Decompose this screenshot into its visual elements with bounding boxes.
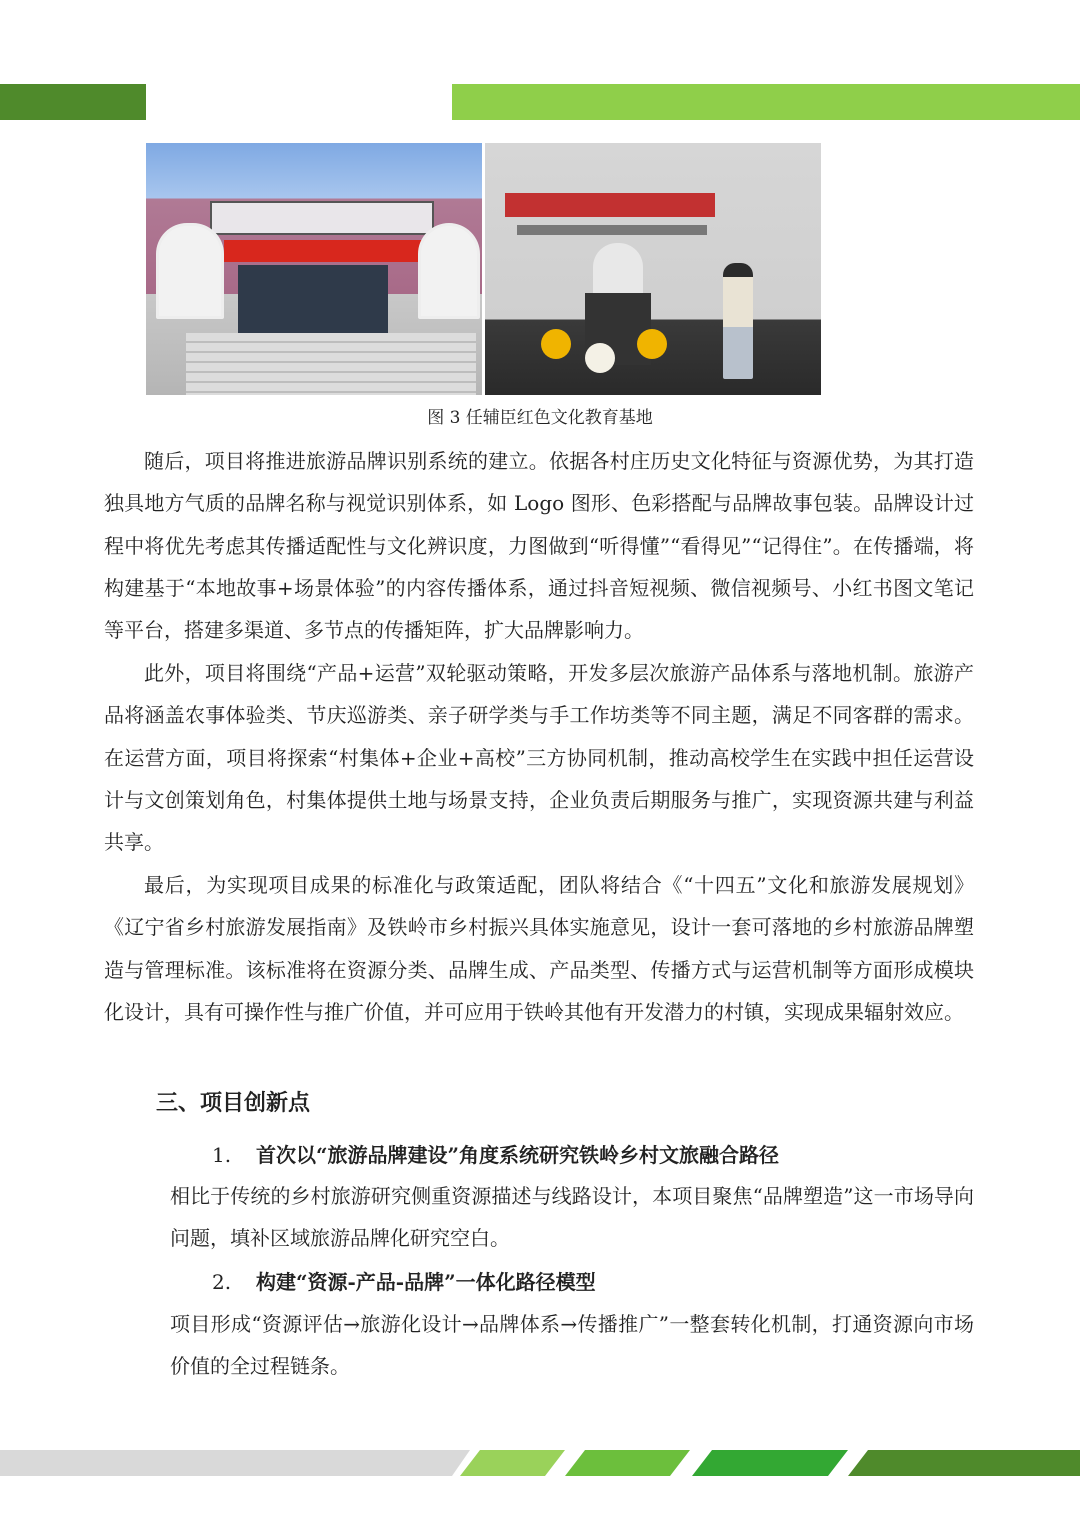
- flower-pot: [585, 343, 615, 373]
- item-title-text: 首次以“旅游品牌建设”角度系统研究铁岭乡村文旅融合路径: [256, 1143, 780, 1167]
- footer-stripes: [0, 1450, 1080, 1476]
- entrance-steps: [186, 333, 476, 395]
- footer-stripe-green: [692, 1450, 848, 1476]
- innovation-item-title: [212, 1267, 596, 1297]
- section-heading: 三、项目创新点: [156, 1091, 311, 1116]
- figure-caption: 图 3 任辅臣红色文化教育基地: [427, 408, 653, 428]
- red-banner: [224, 240, 424, 262]
- flower-pot: [637, 329, 667, 359]
- item-number: 2.: [212, 1270, 232, 1294]
- bust-exhibition-photo: [485, 143, 821, 395]
- figure-3: [146, 143, 821, 395]
- innovation-item-title: [212, 1140, 779, 1170]
- flower-pot: [541, 329, 571, 359]
- paragraph-standardization: 最后，为实现项目成果的标准化与政策适配，团队将结合《“十四五”文化和旅游发展规划》《辽宁省乡村旅游发展指南》及铁岭市乡村振兴具体实施意见，设计一套可落地的乡村旅游品牌塑造与管理标准。该标准将在资源分类、品牌生成、产品类型、传播方式与运营机制等方面形成模块化设计，具有可操作性与推广价值，并可应用于铁岭其他有开发潜力的村镇，实现成果辐射效应。: [104, 873, 974, 1024]
- arched-window: [418, 223, 480, 319]
- wall-title-plaque: [505, 193, 715, 217]
- footer-stripe-light: [460, 1450, 565, 1476]
- innovation-item-body: 项目形成“资源评估→旅游化设计→品牌体系→传播推广”一整套转化机制，打通资源向市场价值的全过程链条。: [170, 1312, 974, 1379]
- building-sign: [210, 201, 434, 235]
- item-title-text: 构建“资源-产品-品牌”一体化路径模型: [256, 1270, 596, 1294]
- item-number: 1.: [212, 1143, 232, 1167]
- footer-stripe-gray: [0, 1450, 470, 1476]
- footer-stripe-mid: [565, 1450, 690, 1476]
- header-bar-right: [452, 84, 1080, 120]
- header-bar-left: [0, 84, 146, 120]
- visitor-figure: [723, 263, 753, 379]
- wall-subtitle-plaque: [517, 225, 707, 235]
- footer-stripe-dark: [848, 1450, 1080, 1476]
- arched-window: [156, 223, 224, 319]
- paragraph-product-operation: 此外，项目将围绕“产品+运营”双轮驱动策略，开发多层次旅游产品体系与落地机制。旅游产品将涵盖农事体验类、节庆巡游类、亲子研学类与手工作坊类等不同主题，满足不同客群的需求。在运营方面，项目将探索“村集体+企业+高校”三方协同机制，推动高校学生在实践中担任运营设计与文创策划角色，村集体提供土地与场景支持，企业负责后期服务与推广，实现资源共建与利益共享。: [104, 661, 974, 855]
- paragraph-brand-identity: 随后，项目将推进旅游品牌识别系统的建立。依据各村庄历史文化特征与资源优势，为其打造独具地方气质的品牌名称与视觉识别体系，如 Logo 图形、色彩搭配与品牌故事包装。品牌设计过程中将优先考虑其传播适配性与文化辨识度，力图做到“听得懂”“看得见”“记得住”。在传播端，将构建基于“本地故事+场景体验”的内容传播体系，通过抖音短视频、微信视频号、小红书图文笔记等平台，搭建多渠道、多节点的传播矩阵，扩大品牌影响力。: [104, 449, 974, 643]
- innovation-item-body: 相比于传统的乡村旅游研究侧重资源描述与线路设计，本项目聚焦“品牌塑造”这一市场导向问题，填补区域旅游品牌化研究空白。: [170, 1184, 974, 1251]
- education-base-building-photo: [146, 143, 482, 395]
